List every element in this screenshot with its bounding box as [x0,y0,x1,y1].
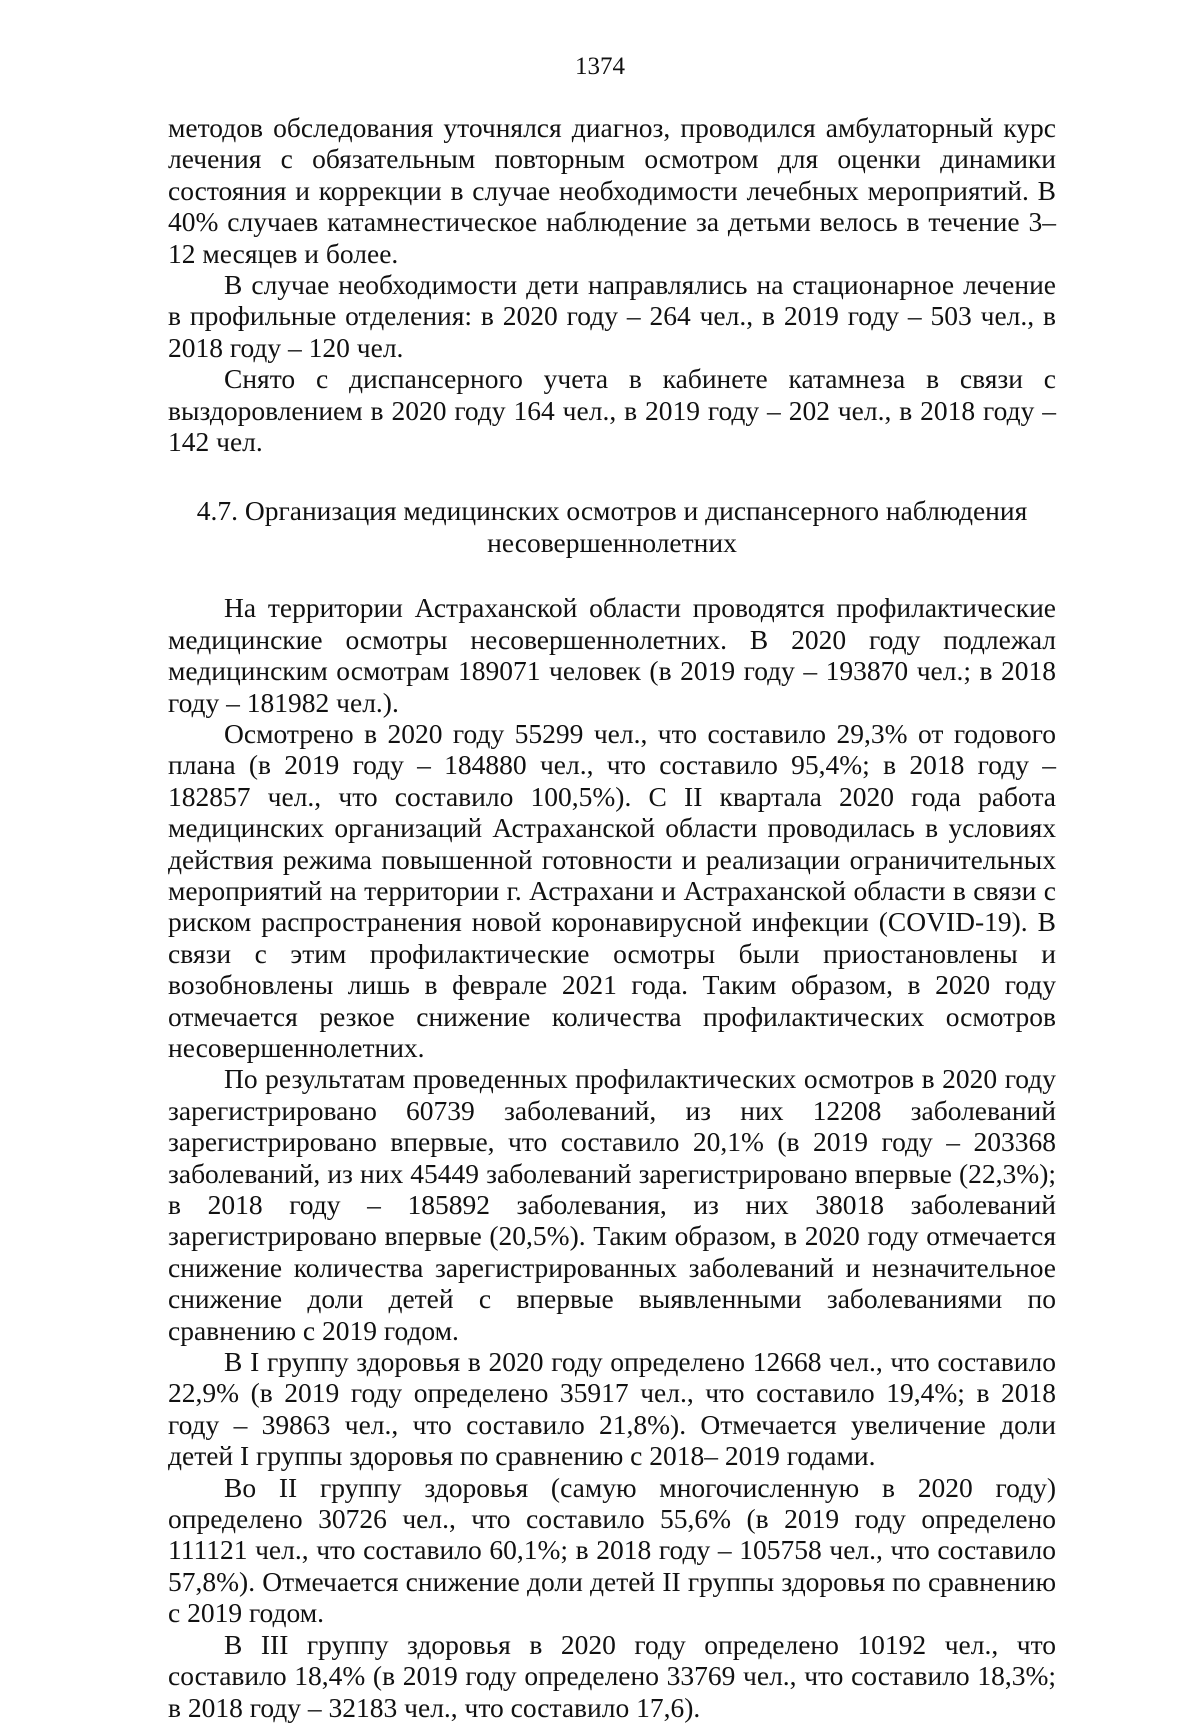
paragraph-inpatient-referral: В случае необходимости дети направлялись на стационарное лечение в профильные отделения: в 2020 году – 264 чел., в 2019 году – 503 чел., в 2018 году – 120 чел. [168,269,1056,363]
section-heading [168,495,1056,558]
document-body [168,112,1056,1723]
paragraph-health-group-1: В I группу здоровья в 2020 году определено 12668 чел., что составило 22,9% (в 2019 году определено 35917 чел., что составило 19,4%; в 2018 году – 39863 чел., что составило 21,8%). Отмечается увеличение доли детей I группы здоровья по сравнению с 2018– 2019 годами. [168,1346,1056,1472]
page-number: 1374 [575,53,625,80]
paragraph-diseases-registered: По результатам проведенных профилактических осмотров в 2020 году зарегистрировано 60739 заболеваний, из них 12208 заболеваний зарегистрировано впервые, что составило 20,1% (в 2019 году – 203368 заболеваний, из них 45449 заболеваний зарегистрировано впервые (22,3%); в 2018 году – 185892 заболевания, из них 38018 заболеваний зарегистрировано впервые (20,5%). Таким образом, в 2020 году отмечается снижение количества зарегистрированных заболеваний и незначительное снижение доли детей с впервые выявленными заболеваниями по сравнению с 2019 годом. [168,1063,1056,1346]
section-heading-line-1: 4.7. Организация медицинских осмотров и диспансерного наблюдения [196,495,1028,527]
paragraph-continued: методов обследования уточнялся диагноз, проводился амбулаторный курс лечения с обязательным повторным осмотром для оценки динамики состояния и коррекции в случае необходимости лечебных мероприятий. В 40% случаев катамнестическое наблюдение за детьми велось в течение 3–12 месяцев и более. [168,112,1056,269]
paragraph-checkups-done: Осмотрено в 2020 году 55299 чел., что составило 29,3% от годового плана (в 2019 году – 184880 чел., что составило 95,4%; в 2018 году – 182857 чел., что составило 100,5%). С II квартала 2020 года работа медицинских организаций Астраханской области проводилась в условиях действия режима повышенной готовности и реализации ограничительных мероприятий на территории г. Астрахани и Астраханской области в связи с риском распространения новой коронавирусной инфекции (COVID-19). В связи с этим профилактические осмотры были приостановлены и возобновлены лишь в феврале 2021 года. Таким образом, в 2020 году отмечается резкое снижение количества профилактических осмотров несовершеннолетних. [168,717,1056,1063]
paragraph-health-group-3: В III группу здоровья в 2020 году определено 10192 чел., что составило 18,4% (в 2019 году определено 33769 чел., что составило 18,3%; в 2018 году – 32183 чел., что составило 17,6). [168,1628,1056,1723]
paragraph-health-group-2: Во II группу здоровья (самую многочисленную в 2020 году) определено 30726 чел., что составило 55,6% (в 2019 году определено 111121 чел., что составило 60,1%; в 2018 году – 105758 чел., что составило 57,8%). Отмечается снижение доли детей II группы здоровья по сравнению с 2019 годом. [168,1471,1056,1629]
paragraph-dispensary-removal: Снято с диспансерного учета в кабинете катамнеза в связи с выздоровлением в 2020 году 164 чел., в 2019 году – 202 чел., в 2018 году – 142 чел. [168,363,1056,458]
paragraph-checkups-plan: На территории Астраханской области проводятся профилактические медицинские осмотры несовершеннолетних. В 2020 году подлежал медицинским осмотрам 189071 человек (в 2019 году – 193870 чел.; в 2018 году – 181982 чел.). [168,592,1056,718]
section-heading-line-2: несовершеннолетних [487,526,737,558]
